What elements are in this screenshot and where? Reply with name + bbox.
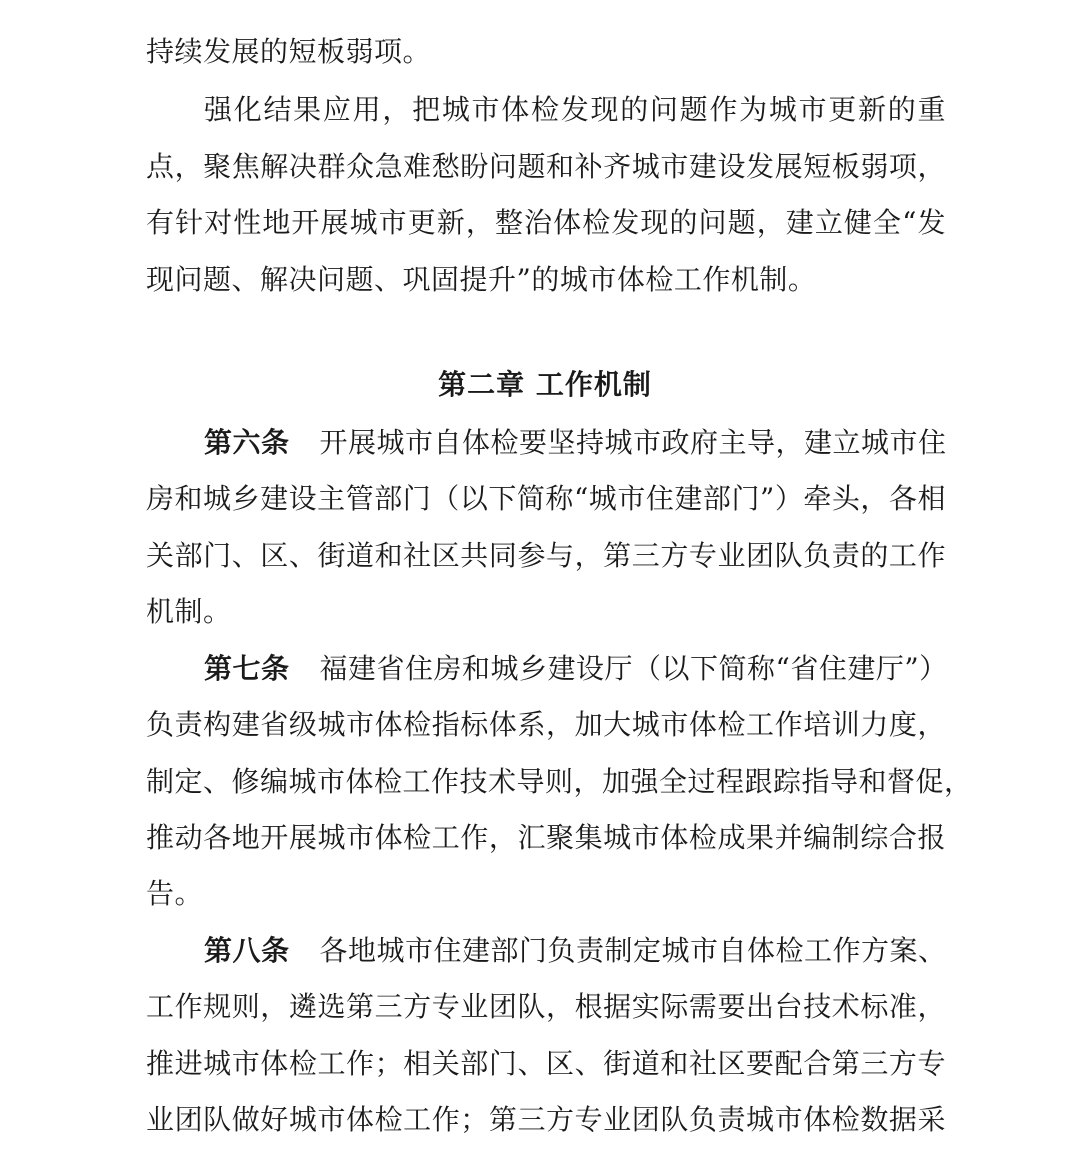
fragment-line: 持续发展的短板弱项。 (146, 35, 432, 68)
paragraph-line: 房和城乡建设主管部门（以下简称“城市住建部门”）牵头，各相 (146, 482, 946, 515)
paragraph-line: 推动各地开展城市体检工作，汇聚集城市体检成果并编制综合报 (146, 821, 946, 854)
article-6-first-line (204, 415, 946, 471)
paragraph-line: 推进城市体检工作；相关部门、区、街道和社区要配合第三方专 (146, 1047, 946, 1080)
article-8-first-line (204, 923, 946, 979)
article-7-text: 福建省住房和城乡建设厅（以下简称“省住建厅”） (319, 652, 948, 685)
paragraph-line: 点，聚焦解决群众急难愁盼问题和补齐城市建设发展短板弱项， (146, 150, 946, 183)
article-6-text: 开展城市自体检要坚持城市政府主导，建立城市住 (319, 426, 947, 459)
paragraph-line: 负责构建省级城市体检指标体系，加大城市体检工作培训力度， (146, 708, 946, 741)
paragraph-line: 业团队做好城市体检工作；第三方专业团队负责城市体检数据采 (146, 1103, 946, 1136)
paragraph-line: 关部门、区、街道和社区共同参与，第三方专业团队负责的工作 (146, 539, 946, 572)
article-7-first-line (204, 641, 946, 697)
paragraph-line: 有针对性地开展城市更新，整治体检发现的问题，建立健全“发 (146, 206, 946, 239)
paragraph-line: 强化结果应用，把城市体检发现的问题作为城市更新的重 (204, 93, 946, 126)
paragraph-line: 制定、修编城市体检工作技术导则，加强全过程跟踪指导和督促， (146, 765, 973, 798)
article-6-label: 第六条 (204, 426, 290, 459)
paragraph-line: 工作规则，遴选第三方专业团队，根据实际需要出台技术标准， (146, 990, 946, 1023)
paragraph-line: 现问题、解决问题、巩固提升”的城市体检工作机制。 (146, 263, 817, 296)
article-7-label: 第七条 (204, 652, 290, 685)
paragraph-line: 告。 (146, 877, 204, 910)
article-8-text: 各地城市住建部门负责制定城市自体检工作方案、 (319, 934, 947, 967)
chapter-title: 第二章 工作机制 (438, 368, 652, 401)
article-8-label: 第八条 (204, 934, 290, 967)
paragraph-line: 机制。 (146, 595, 232, 628)
